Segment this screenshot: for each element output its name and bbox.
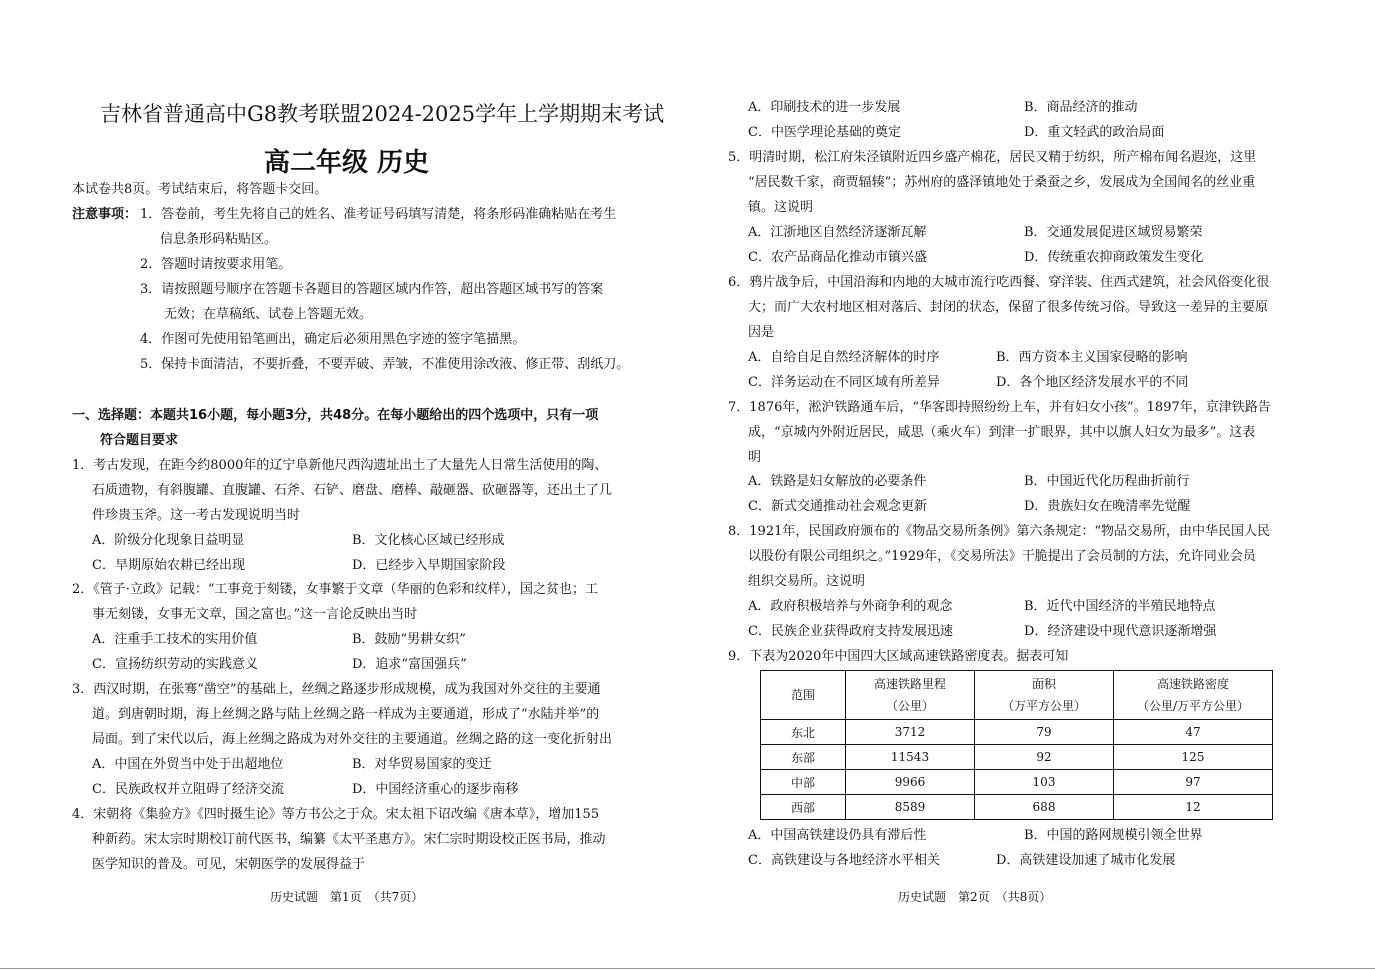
q8-option-b[interactable]: B．近代中国经济的半殖民地特点 — [1024, 599, 1216, 614]
table-header-cell: 高速铁路密度 （公里/万平方公里） — [1114, 671, 1273, 720]
bottom-divider — [0, 968, 1375, 969]
q4-option-b[interactable]: B．商品经济的推动 — [1024, 100, 1138, 115]
q3-option-c[interactable]: C．民族政权并立阻碍了经济交流 — [92, 782, 284, 797]
q2-option-a[interactable]: A．注重手工技术的实用价值 — [92, 632, 258, 647]
q6-option-d[interactable]: D．各个地区经济发展水平的不同 — [996, 375, 1189, 390]
q2-stem: 2．《管子·立政》记载：“工事竞于刻镂，女事繁于文章（华丽的色彩和纹样），国之贫也；工 — [72, 582, 599, 597]
q8-stem: 8．1921年，民国政府颁布的《物品交易所条例》第六条规定：“物品交易所，由中华民国人民 — [728, 524, 1271, 539]
table-header-row — [761, 671, 1273, 720]
q7-option-c[interactable]: C．新式交通推动社会观念更新 — [748, 499, 927, 514]
table-cell: 79 — [975, 720, 1114, 745]
exam-title: 吉林省普通高中G8教考联盟2024-2025学年上学期期末考试 — [100, 102, 665, 126]
q5-stem: “居民数千家，商贾辐辏”；苏州府的盛泽镇地处于桑蚕之乡，发展成为全国闻名的丝业重 — [748, 175, 1256, 190]
table-header-cell: 面积 （万平方公里） — [975, 671, 1114, 720]
q3-option-a[interactable]: A．中国在外贸当中处于出超地位 — [92, 757, 284, 772]
q1-option-d[interactable]: D．已经步入早期国家阶段 — [352, 558, 506, 573]
table-cell: 9966 — [846, 770, 975, 795]
note-line: 4．作图可先使用铅笔画出，确定后必须用黑色字迹的签字笔描黑。 — [140, 332, 526, 347]
section-heading: 一、选择题：本题共16小题，每小题3分，共48分。在每小题给出的四个选项中，只有一项 — [72, 408, 599, 423]
table-row — [761, 720, 1273, 745]
q4-stem: 医学知识的普及。可见，宋朝医学的发展得益于 — [92, 857, 366, 872]
table-cell: 92 — [975, 745, 1114, 770]
table-cell: 97 — [1114, 770, 1273, 795]
hsr-density-table — [760, 670, 1273, 820]
table-cell: 47 — [1114, 720, 1273, 745]
table-cell: 688 — [975, 795, 1114, 820]
table-header-cell: 高速铁路里程 （公里） — [846, 671, 975, 720]
exam-subtitle: 高二年级 历史 — [264, 148, 430, 178]
table-cell: 东北 — [761, 720, 846, 745]
q1-option-b[interactable]: B．文化核心区域已经形成 — [352, 533, 505, 548]
table-cell: 103 — [975, 770, 1114, 795]
q9-option-a[interactable]: A．中国高铁建设仍具有滞后性 — [748, 828, 927, 843]
note-line: 无效；在草稿纸、试卷上答题无效。 — [164, 307, 373, 322]
q2-option-c[interactable]: C．宣扬纺织劳动的实践意义 — [92, 657, 258, 672]
q5-stem: 镇。这说明 — [748, 200, 814, 215]
page-2-footer: 历史试题 第2页 （共8页） — [898, 890, 1052, 904]
q4-option-a[interactable]: A．印刷技术的进一步发展 — [748, 100, 901, 115]
q3-option-d[interactable]: D．中国经济重心的逐步南移 — [352, 782, 519, 797]
q2-stem: 事无刻镂，女事无文章，国之富也。”这一言论反映出当时 — [92, 607, 418, 622]
note-line: 信息条形码粘贴区。 — [160, 232, 278, 247]
q1-stem: 石质遗物，有斜腹罐、直腹罐、石斧、石铲、磨盘、磨棒、敲砸器、砍砸器等，还出土了几 — [92, 483, 613, 498]
q8-option-a[interactable]: A．政府积极培养与外商争利的观念 — [748, 599, 953, 614]
q8-option-d[interactable]: D．经济建设中现代意识逐渐增强 — [1024, 624, 1217, 639]
q8-stem: 以股份有限公司组织之。”1929年，《交易所法》干脆提出了会员制的方法，允许同业会员 — [748, 549, 1256, 564]
q5-option-c[interactable]: C．农产品商品化推动市镇兴盛 — [748, 250, 927, 265]
q4-stem: 种新药。宋太宗时期校订前代医书，编纂《太平圣惠方》。宋仁宗时期设校正医书局，推动 — [92, 832, 606, 847]
q7-stem: 成，“京城内外附近居民，咸思（乘火车）到津一扩眼界，其中以旗人妇女为最多”。这表 — [748, 425, 1256, 440]
table-cell: 12 — [1114, 795, 1273, 820]
q4-stem: 4．宋朝将《集验方》《四时摄生论》等方书公之于众。宋太祖下诏改编《唐本草》，增加155 — [72, 807, 600, 822]
q5-option-a[interactable]: A．江浙地区自然经济逐渐瓦解 — [748, 225, 927, 240]
section-heading-cont: 符合题目要求 — [100, 433, 179, 448]
q7-option-b[interactable]: B．中国近代化历程曲折前行 — [1024, 474, 1190, 489]
note-line: 3．请按照题号顺序在答题卡各题目的答题区域内作答，超出答题区域书写的答案 — [140, 282, 604, 297]
q2-option-b[interactable]: B．鼓励“男耕女织” — [352, 632, 466, 647]
q5-option-b[interactable]: B．交通发展促进区域贸易繁荣 — [1024, 225, 1203, 240]
q1-stem: 1．考古发现，在距今约8000年的辽宁阜新他尺西沟遗址出土了大量先人日常生活使用的陶、 — [72, 458, 608, 473]
q5-stem: 5．明清时期，松江府朱泾镇附近四乡盛产棉花，居民又精于纺织，所产棉布闻名遐迩，这里 — [728, 150, 1257, 165]
q9-option-d[interactable]: D．高铁建设加速了城市化发展 — [996, 853, 1176, 868]
q2-option-d[interactable]: D．追求“富国强兵” — [352, 657, 467, 672]
q5-option-d[interactable]: D．传统重农抑商政策发生变化 — [1024, 250, 1204, 265]
table-cell: 8589 — [846, 795, 975, 820]
q9-option-c[interactable]: C．高铁建设与各地经济水平相关 — [748, 853, 940, 868]
table-cell: 中部 — [761, 770, 846, 795]
q6-option-a[interactable]: A．自给自足自然经济解体的时序 — [748, 350, 940, 365]
q7-stem: 7．1876年，淞沪铁路通车后，“华客即持照纷纷上车，并有妇女小孩”。1897年，京津铁路告 — [728, 400, 1271, 415]
table-row — [761, 745, 1273, 770]
q7-option-d[interactable]: D．贵族妇女在晚清率先觉醒 — [1024, 499, 1191, 514]
q3-stem: 道。到唐朝时期，海上丝绸之路与陆上丝绸之路一样成为主要通道，形成了“水陆并举”的 — [92, 707, 600, 722]
q1-option-a[interactable]: A．阶级分化现象日益明显 — [92, 533, 245, 548]
page-1-footer: 历史试题 第1页 （共7页） — [270, 890, 424, 904]
table-cell: 11543 — [846, 745, 975, 770]
note-line: 5．保持卡面清洁，不要折叠，不要弄破、弄皱，不准使用涂改液、修正带、刮纸刀。 — [140, 357, 630, 372]
q6-option-b[interactable]: B．西方资本主义国家侵略的影响 — [996, 350, 1188, 365]
q1-stem: 件珍贵玉斧。这一考古发现说明当时 — [92, 508, 301, 523]
table-row — [761, 770, 1273, 795]
table-header-cell: 范围 — [761, 671, 846, 720]
q9-option-b[interactable]: B．中国的路网规模引领全世界 — [1024, 828, 1203, 843]
q8-option-c[interactable]: C．民族企业获得政府支持发展迅速 — [748, 624, 953, 639]
q9-stem: 9．下表为2020年中国四大区域高速铁路密度表。据表可知 — [728, 649, 1069, 664]
q3-stem: 3．西汉时期，在张骞“凿空”的基础上，丝绸之路逐步形成规模，成为我国对外交往的主要通 — [72, 682, 601, 697]
q6-stem: 6．鸦片战争后，中国沿海和内地的大城市流行吃西餐、穿洋装、住西式建筑，社会风俗变化很 — [728, 275, 1270, 290]
q6-option-c[interactable]: C．洋务运动在不同区域有所差异 — [748, 375, 940, 390]
table-cell: 3712 — [846, 720, 975, 745]
q3-option-b[interactable]: B．对华贸易国家的变迁 — [352, 757, 492, 772]
q7-option-a[interactable]: A．铁路是妇女解放的必要条件 — [748, 474, 927, 489]
q4-option-d[interactable]: D．重文轻武的政治局面 — [1024, 125, 1165, 140]
table-cell: 125 — [1114, 745, 1273, 770]
note-line: 2．答题时请按要求用笔。 — [140, 257, 292, 272]
q6-stem: 大；而广大农村地区相对落后、封闭的状态，保留了很多传统习俗。导致这一差异的主要原 — [748, 300, 1269, 315]
exam-intro: 本试卷共8页。考试结束后，将答题卡交回。 — [72, 182, 328, 197]
table-cell: 东部 — [761, 745, 846, 770]
q4-option-c[interactable]: C．中医学理论基础的奠定 — [748, 125, 901, 140]
table-cell: 西部 — [761, 795, 846, 820]
q6-stem: 因是 — [748, 325, 775, 340]
table-row — [761, 795, 1273, 820]
q8-stem: 组织交易所。这说明 — [748, 574, 866, 589]
q1-option-c[interactable]: C．早期原始农耕已经出现 — [92, 558, 245, 573]
note-line: 1．答卷前，考生先将自己的姓名、准考证号码填写清楚，将条形码准确粘贴在考生 — [140, 207, 617, 222]
q7-stem: 明 — [748, 450, 762, 465]
q3-stem: 局面。到了宋代以后，海上丝绸之路成为对外交往的主要通道。丝绸之路的这一变化折射出 — [92, 732, 613, 747]
notes-label: 注意事项： — [72, 207, 138, 222]
